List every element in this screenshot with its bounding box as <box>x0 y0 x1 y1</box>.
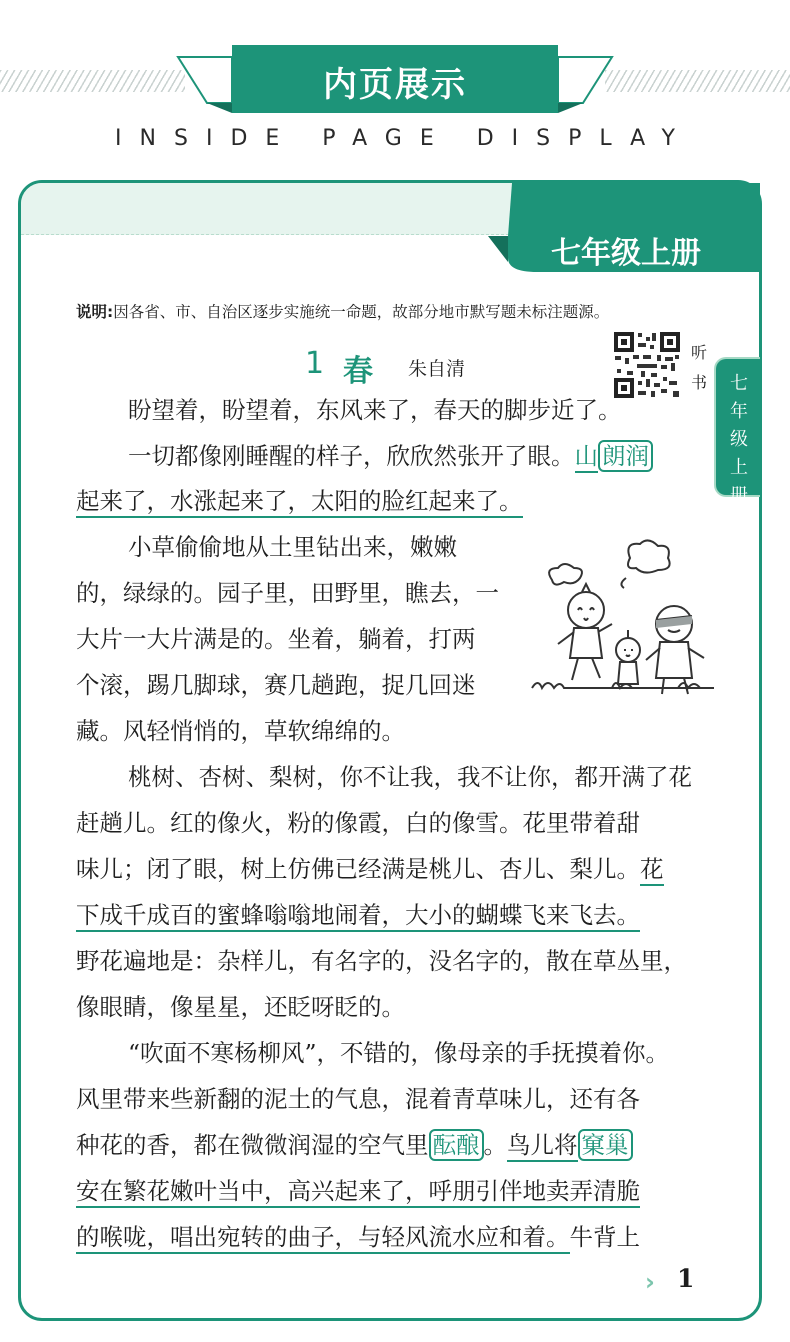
underlined-text: 山 <box>575 442 599 473</box>
chevron-right-icon[interactable]: › <box>645 1268 655 1296</box>
text-line: 桃树、杏树、梨树，你不让我，我不让你，都开满了花 <box>128 763 692 791</box>
underlined-text: 下成千成百的蜜蜂嗡嗡地闹着，大小的蝴蝶飞来飞去。 <box>76 901 640 932</box>
key-word-box: 酝酿 <box>429 1129 484 1161</box>
grade-title: 七年级上册 <box>551 236 701 271</box>
text-line: 像眼睛，像星星，还眨呀眨的。 <box>76 993 405 1021</box>
underlined-text: 起来了，水涨起来了，太阳的脸红起来了。 <box>76 487 523 518</box>
header-title: 内页展示 <box>323 65 467 105</box>
text-line <box>76 1176 640 1206</box>
note-text: 因各省、市、自治区逐步实施统一命题，故部分地市默写题未标注题源。 <box>113 303 610 321</box>
text-line: 个滚，踢几脚球，赛几趟跑，捉几回迷 <box>76 671 476 699</box>
text-line: 赶趟儿。红的像火，粉的像霞，白的像雪。花里带着甜 <box>76 809 640 837</box>
underlined-text: 的喉咙，唱出宛转的曲子，与轻风流水应和着。 <box>76 1223 570 1254</box>
children-playing-illustration <box>528 538 718 700</box>
text-line: 的，绿绿的。园子里，田野里，瞧去，一 <box>76 579 499 607</box>
text-segment: 牛背上 <box>569 1223 640 1251</box>
underlined-text: 鸟儿将 <box>507 1131 578 1162</box>
side-tab-label: 七年级上册 <box>730 373 748 506</box>
text-line: 藏。风轻悄悄的，草软绵绵的。 <box>76 717 405 745</box>
text-line <box>76 854 664 884</box>
underlined-text: 安在繁花嫩叶当中，高兴起来了，呼朋引伴地卖弄清脆 <box>76 1177 640 1208</box>
note <box>76 300 609 322</box>
key-word-box: 窠巢 <box>578 1129 633 1161</box>
text-line <box>76 1222 640 1252</box>
text-line: 野花遍地是：杂样儿，有名字的，没名字的，散在草丛里， <box>76 947 687 975</box>
listen-label[interactable]: 听书 <box>690 343 707 392</box>
text-segment: 一切都像刚睡醒的样子，欣欣然张开了眼。 <box>128 442 575 470</box>
text-line <box>76 900 640 930</box>
underlined-text: 花 <box>640 855 664 886</box>
key-word-box: 朗润 <box>598 440 653 472</box>
text-line: 盼望着，盼望着，东风来了，春天的脚步近了。 <box>128 396 622 424</box>
header-subtitle: INSIDE PAGE DISPLAY <box>115 126 693 151</box>
lesson-author: 朱自清 <box>408 358 466 380</box>
qr-code-icon[interactable] <box>613 331 681 399</box>
note-label: 说明: <box>76 303 114 321</box>
text-line: 风里带来些新翻的泥土的气息，混着青草味儿，还有各 <box>76 1085 640 1113</box>
lesson-number: 1 <box>305 346 325 381</box>
text-segment: 味儿；闭了眼，树上仿佛已经满是桃儿、杏儿、梨儿。 <box>76 855 640 883</box>
text-line: 大片一大片满是的。坐着，躺着，打两 <box>76 625 476 653</box>
lesson-title: 春 <box>343 354 373 389</box>
text-line: “吹面不寒杨柳风”，不错的，像母亲的手抚摸着你。 <box>128 1039 670 1067</box>
page-number: 1 <box>677 1264 695 1293</box>
text-line <box>76 486 523 516</box>
text-segment: 。 <box>483 1131 507 1159</box>
text-segment: 种花的香，都在微微润湿的空气里 <box>76 1131 429 1159</box>
text-line: 小草偷偷地从土里钻出来，嫩嫩 <box>128 533 457 561</box>
text-line <box>76 1130 633 1160</box>
text-line <box>128 441 653 471</box>
